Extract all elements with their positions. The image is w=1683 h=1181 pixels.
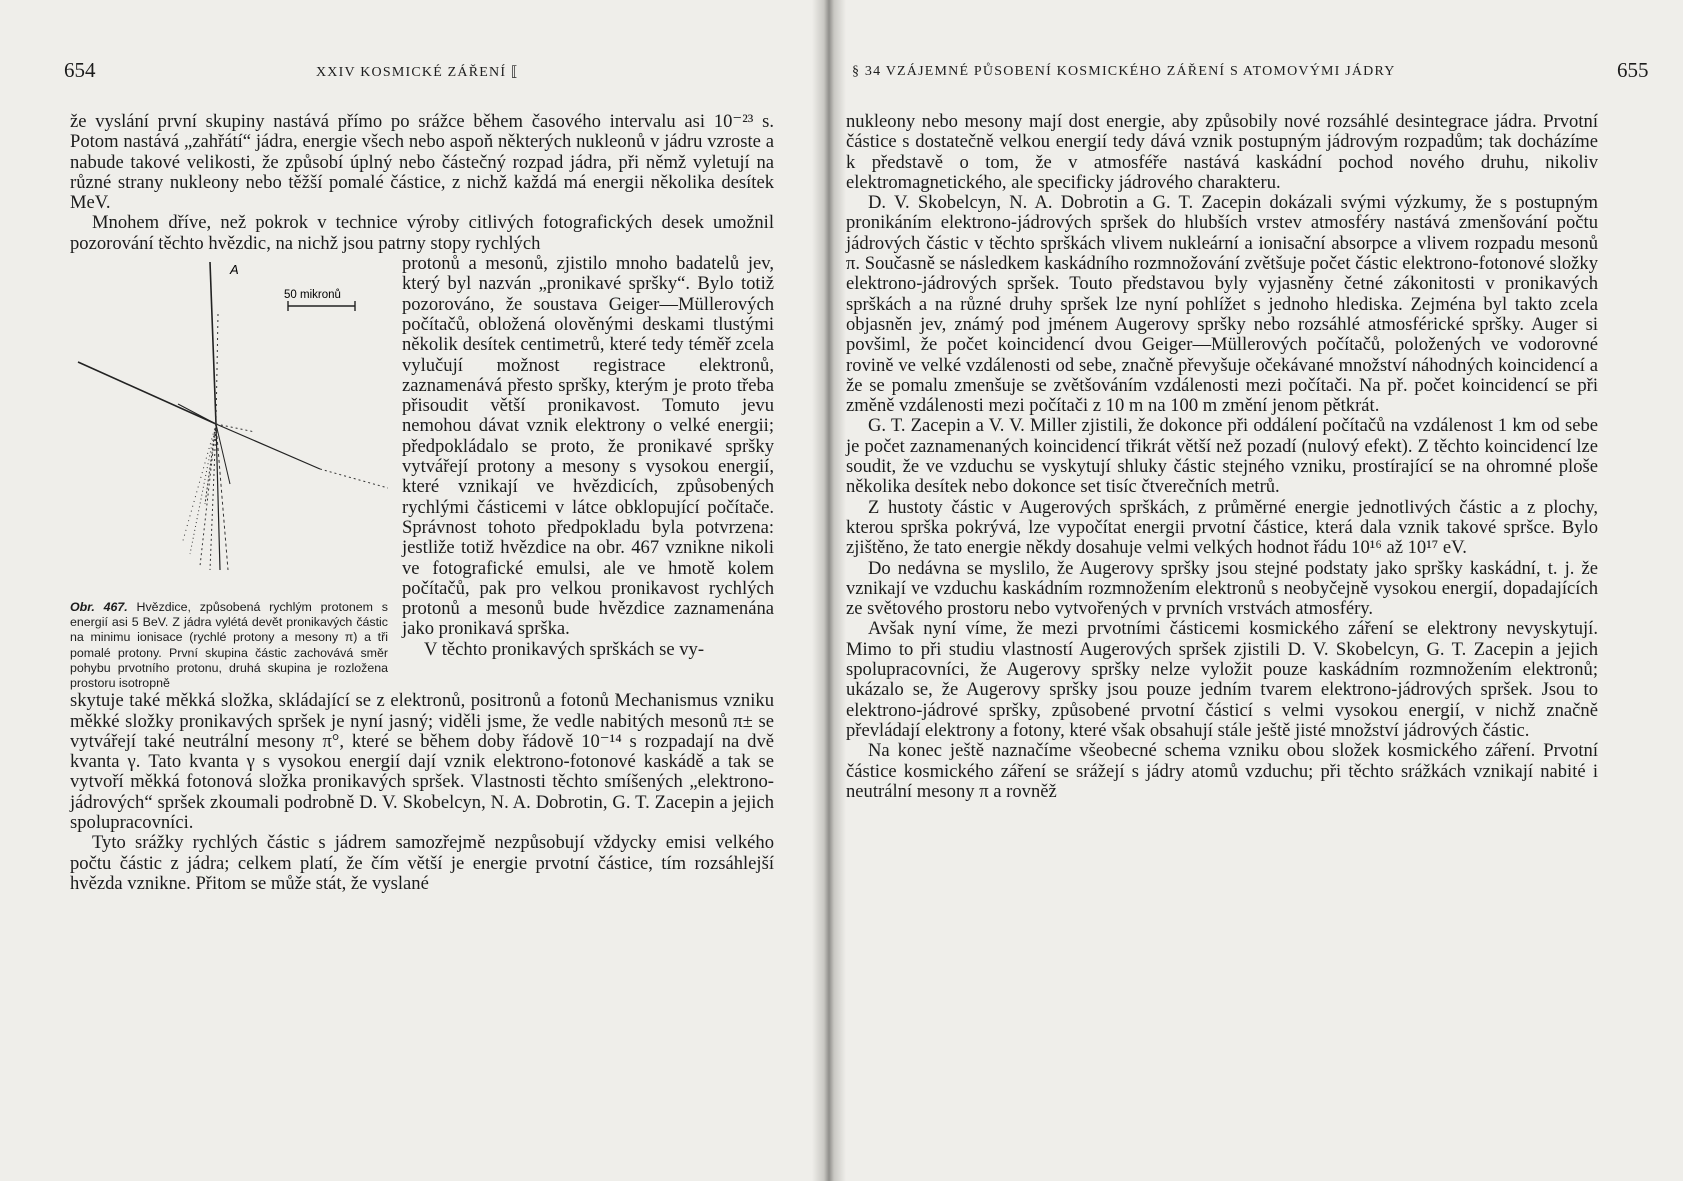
paragraph: G. T. Zacepin a V. V. Miller zjistili, že dokonce při oddálení počítačů na vzdálenost 1 km od sebe je počet zaznamenaných koincidencí třikrát větší než pozadí (nulový efekt). Z těchto koincidencí lze soudit, že ve vzduchu se vyskytují shluky částic stejného vzniku, prostírající se na ohromné ploše několika desítek nebo dokonce set tisíc čtverečních metrů. xyxy=(846,415,1598,498)
paragraph: Tyto srážky rychlých částic s jádrem samozřejmě nezpůsobují vždycky emisi velkého počtu částic z jádra; celkem platí, že čím větší je energie prvotní částice, tím rozsáhlejší hvězda vznikne. Přitom se může stát, že vyslané xyxy=(70,832,774,894)
paragraph: V těchto pronikavých sprškách se vy- xyxy=(424,638,705,660)
paragraph: Na konec ještě naznačíme všeobecné schema vzniku obou složek kosmického záření. Prvotní částice kosmického záření se srážejí s jádry atomů vzduchu; při těchto srážkách vznikají nabité i neutrální mesony π a rovněž xyxy=(846,740,1598,802)
right-page-body xyxy=(846,112,1598,802)
figure-label-a: A xyxy=(230,262,239,278)
paragraph: protonů a mesonů, zjistilo mnoho badatelů jev, který byl nazván „pronikavé spršky“. Bylo totiž pozorováno, že soustava Geiger—Müllerových počítačů, obložená olověnými deskami tlustými několik desítek centimetrů, které tedy téměř zcela vylučují možnost registrace elektronů, zaznamenává přesto spršky, kterým je proto třeba přisoudit větší pronikavost. Tomuto jevu nemohou dávat vznik elektrony o velké energii; předpokládalo se proto, že pronikavé spršky vytvářejí protony a mesony s vysokou energií, které vznikají ve hvězdicích, způsobených rychlými částicemi v látce obklopující počítače. Správnost tohoto předpokladu byla potvrzena: jestliže totiž hvězdice na obr. 467 vznikne nikoli ve fotografické emulsi, ale ve hmotě kolem počítačů, pak pro velkou pronikavost rychlých protonů a mesonů bude hvězdice zaznamenána jako pronikavá sprška. xyxy=(402,253,774,640)
right-page xyxy=(846,0,1683,1181)
paragraph: skytuje také měkká složka, skládající se z elektronů, positronů a fotonů Mechanismus vzniku měkké složky pronikavých spršek je nyní jasný; viděli jsme, že vedle nabitých mesonů π± se vytvářejí také neutrální mesony π°, které se během doby řádově 10⁻¹⁴ s rozpadají na dvě kvanta γ. Tato kvanta γ s vysokou energií dají vznik elektrono-fotonové kaskádě a tak se vytvoří měkká fotonová složka pronikavých spršek. Vlastnosti těchto smíšených „elektrono-jádrových“ spršek zkoumali podrobně D. V. Skobelcyn, N. A. Dobrotin, G. T. Zacepin a jejich spolupracovníci. xyxy=(70,690,774,834)
paragraph: že vyslání první skupiny nastává přímo po srážce během časového intervalu asi 10⁻²³ s. Potom nastává „zahřátí“ jádra, energie všech nebo aspoň některých nukleonů v jádru vzroste a nabude takové velikosti, že způsobí úplný nebo částečný rozpad jádra, při němž vyletují na různé strany nukleony nebo těžší pomalé částice, z nichž každá má energii několika desítek MeV. xyxy=(70,111,774,214)
running-header-right: § 34 VZÁJEMNÉ PŮSOBENÍ KOSMICKÉHO ZÁŘENÍ S ATOMOVÝMI JÁDRY xyxy=(852,64,1396,79)
figure-caption xyxy=(70,600,388,691)
left-page-body xyxy=(70,112,774,894)
running-header-left: XXIV KOSMICKÉ ZÁŘENÍ ⟦ xyxy=(316,65,520,80)
paragraph: nukleony nebo mesony mají dost energie, aby způsobily nové rozsáhlé desintegrace jádra. Prvotní částice s dostatečně velkou energií tedy dává vznik postupným jádrovým rozpadům; tak docházíme k představě o tom, že v atmosféře nastává kaskádní pochod nového druhu, nikoliv elektromagnetického, ale specificky jádrového charakteru. xyxy=(846,111,1598,193)
page-number-left: 654 xyxy=(64,58,96,82)
page-number-right: 655 xyxy=(1617,58,1649,82)
figure-467 xyxy=(70,254,388,691)
paragraph: Mnohem dříve, než pokrok v technice výroby citlivých fotografických desek umožnil pozorování těchto hvězdic, na nichž jsou patrny stopy rychlých xyxy=(70,212,774,254)
caption-text: Hvězdice, způsobená rychlým protonem s energií asi 5 BeV. Z jádra vylétá devět pronikavých částic na minimu ionisace (rychlé protony a mesony π) a tři pomalé protony. První skupina částic zachovává směr pohybu prvotního protonu, druhá skupina je rozložena prostoru isotropně xyxy=(70,600,388,691)
book-gutter xyxy=(812,0,846,1181)
left-page xyxy=(0,0,812,1181)
paragraph: Do nedávna se myslilo, že Augerovy spršky jsou stejné podstaty jako spršky kaskádní, t. j. že vznikají ve vzduchu kaskádním rozmnožením elektronů s neobyčejně vysokou energií, dopadajících ze světového prostoru nebo vytvořených v prvních vrstvách atmosféry. xyxy=(846,557,1598,620)
caption-label: Obr. 467. xyxy=(70,600,128,615)
paragraph: D. V. Skobelcyn, N. A. Dobrotin a G. T. Zacepin dokázali svými výzkumy, že s postupným pronikáním elektrono-jádrových spršek do hlubších vrstev atmosféry nastává zmenšování počtu jádrových částic v těchto sprškách vlivem nukleární a ionisační absorpce a vlivem rozpadu mesonů π. Současně se následkem kaskádního rozmnožování zvětšuje počet částic elektrono-fotonové složky elektrono-jádrových spršek. Touto představou byly vyjasněny četné zákonitosti v pronikavých sprškách a na různé druhy spršek lze nyní pohlížet s jednoho hlediska. Zejména byl takto zcela objasněn jev, známý pod jménem Augerovy spršky nebo rozsáhlé atmosférické spršky. Auger si povšiml, že počet koincidencí dvou Geiger—Müllerových počítačů, položených ve vodorovné rovině ve velké vzdálenosti od sebe, značně převyšuje očekávané množství náhodných koincidencí a že se pomalu zmenšuje se zvětšováním vzdálenosti mezi počítači. Na př. počet koincidencí se při změně vzdálenosti mezi počítači z 10 m na 100 m změní jenom pětkrát. xyxy=(846,192,1598,417)
star-track-figure xyxy=(70,254,388,594)
scale-bar-label: 50 mikronů xyxy=(284,289,341,302)
paragraph: Avšak nyní víme, že mezi prvotními částicemi kosmického záření se elektrony nevyskytují. Mimo to při studiu vlastností Augerových spršek zjistili D. V. Skobelcyn, G. T. Zacepin a jejich spolupracovníci, že Augerovy spršky nelze vyložit pouze kaskádním rozmnožením elektronů; ukázalo se, že Augerovy spršky jsou pouze jedním tvarem elektrono-jádrových spršek. Jsou to elektrono-jádrové spršky, způsobené prvotní částicí s velmi vysokou energií, v nichž značně převládají elektrony a fotony, které však obsahují stále ještě jisté množství jádrových částic. xyxy=(846,618,1598,741)
paragraph: Z hustoty částic v Augerových sprškách, z průměrné energie jednotlivých částic a z plochy, kterou sprška pokrývá, lze vypočítat energii prvotní částice, která dala vznik takové spršce. Bylo zjištěno, že tato energie někdy dosahuje velmi velkých hodnot řádu 10¹⁶ až 10¹⁷ eV. xyxy=(846,496,1598,559)
figure-wrap xyxy=(70,254,774,691)
side-text-column xyxy=(402,254,774,691)
